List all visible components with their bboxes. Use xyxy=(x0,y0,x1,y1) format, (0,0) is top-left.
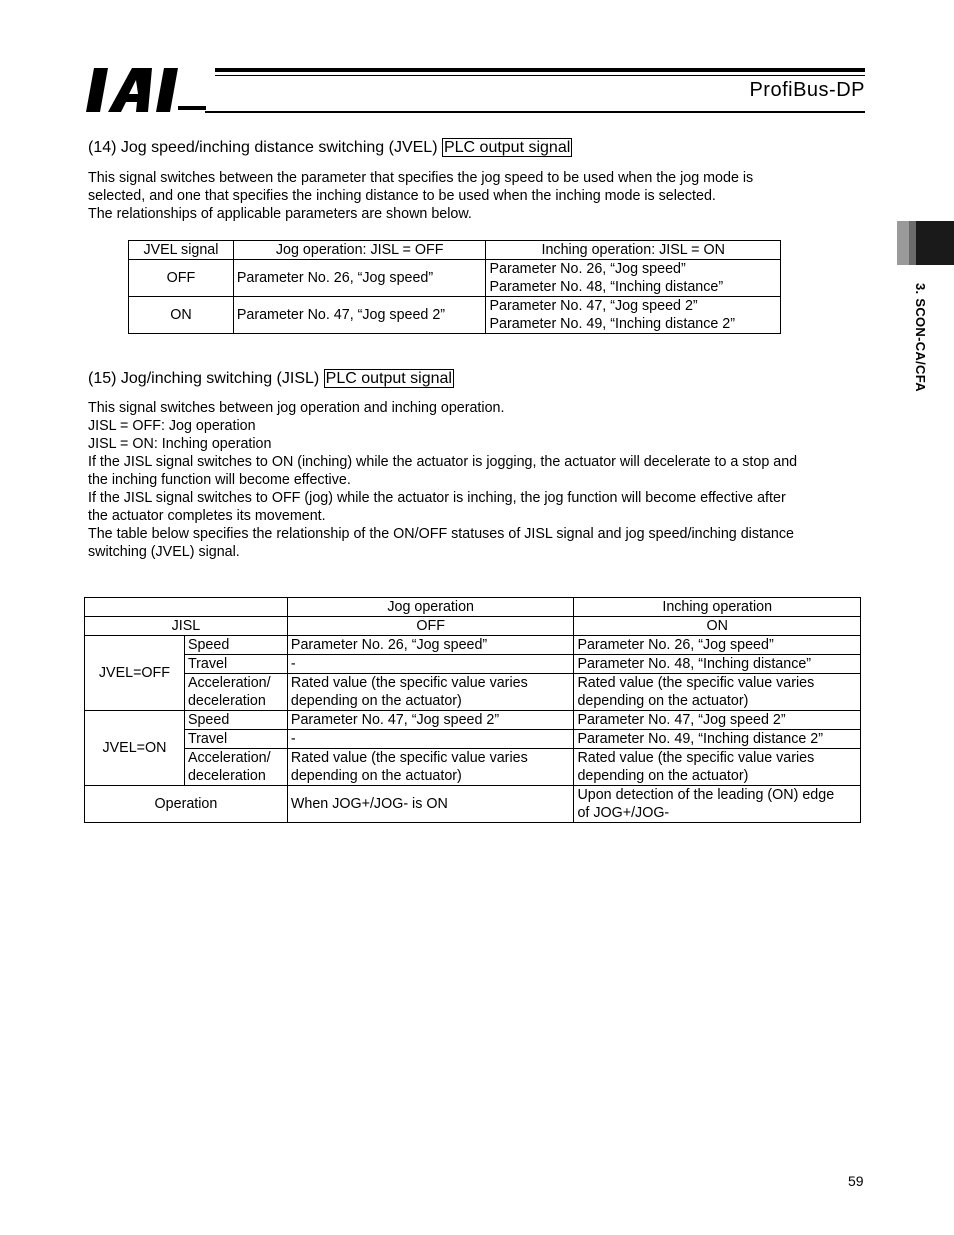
cell-line: Parameter No. 26, “Jog speed” xyxy=(489,261,686,277)
group-label-cell: JVEL=OFF xyxy=(85,636,185,711)
section-14-title: (14) Jog speed/inching distance switching (JVEL) xyxy=(88,139,438,156)
jisl-jvel-table xyxy=(84,597,861,823)
cell-line: Parameter No. 47, “Jog speed 2” xyxy=(489,298,698,314)
cell-line: depending on the actuator) xyxy=(577,768,749,784)
cell-line: Parameter No. 48, “Inching distance” xyxy=(489,279,724,295)
header-cell: Jog operation xyxy=(287,598,574,617)
jog-cell: - xyxy=(287,655,574,674)
paragraph-line: switching (JVEL) signal. xyxy=(88,544,240,560)
paragraph-line: the actuator completes its movement. xyxy=(88,508,326,524)
section-14-paragraph xyxy=(88,169,868,223)
group-label-cell: JVEL=ON xyxy=(85,711,185,786)
empty-corner-cell xyxy=(85,598,288,617)
inching-cell: Parameter No. 48, “Inching distance” xyxy=(574,655,861,674)
table-row xyxy=(129,260,781,297)
header-rule-thick xyxy=(215,68,865,72)
table-row xyxy=(85,617,861,636)
jog-cell: When JOG+/JOG- is ON xyxy=(287,786,574,823)
jog-cell xyxy=(287,749,574,786)
table-header-row xyxy=(129,241,781,260)
jisl-on-cell: ON xyxy=(574,617,861,636)
section-15-title: (15) Jog/inching switching (JISL) xyxy=(88,370,320,387)
cell-line: Rated value (the specific value varies xyxy=(577,750,815,766)
cell-line: depending on the actuator) xyxy=(577,693,749,709)
inching-cell xyxy=(574,749,861,786)
paragraph-line: JISL = OFF: Jog operation xyxy=(88,418,256,434)
cell-line: Acceleration/ xyxy=(187,750,271,766)
paragraph-line: This signal switches between the parameter that specifies the jog speed to be used when the jog mode is xyxy=(88,170,754,186)
paragraph-line: This signal switches between jog operation and inching operation. xyxy=(88,400,505,416)
section-15-signal-tag: PLC output signal xyxy=(325,370,452,387)
table-row xyxy=(85,749,861,786)
inching-cell xyxy=(574,674,861,711)
header-cell: JVEL signal xyxy=(129,241,234,260)
paragraph-line: If the JISL signal switches to OFF (jog) while the actuator is inching, the jog function will become effective after xyxy=(88,490,786,506)
chapter-tab xyxy=(897,221,954,265)
section-14-signal-tag: PLC output signal xyxy=(443,139,571,156)
inching-cell xyxy=(486,297,781,334)
cell-line: Parameter No. 49, “Inching distance 2” xyxy=(489,316,736,332)
jog-cell: Parameter No. 47, “Jog speed 2” xyxy=(233,297,486,334)
cell-line: Rated value (the specific value varies xyxy=(290,675,528,691)
iai-logo xyxy=(86,66,206,114)
jisl-off-cell: OFF xyxy=(287,617,574,636)
paragraph-line: The relationships of applicable parameters are shown below. xyxy=(88,206,472,222)
jvel-parameter-table xyxy=(128,240,781,334)
section-15-heading xyxy=(88,370,454,388)
cell-line: Acceleration/ xyxy=(187,675,271,691)
signal-cell: ON xyxy=(129,297,234,334)
operation-label-cell: Operation xyxy=(85,786,288,823)
item-cell xyxy=(184,749,287,786)
table-header-row xyxy=(85,598,861,617)
table-row xyxy=(129,297,781,334)
paragraph-line: The table below specifies the relationship of the ON/OFF statuses of JISL signal and jog speed/inching distance xyxy=(88,526,794,542)
jog-cell: Parameter No. 47, “Jog speed 2” xyxy=(287,711,574,730)
header-title: ProfiBus-DP xyxy=(749,79,865,101)
jog-cell: Parameter No. 26, “Jog speed” xyxy=(233,260,486,297)
paragraph-line: the inching function will become effective. xyxy=(88,472,351,488)
cell-line: deceleration xyxy=(187,693,266,709)
cell-line: depending on the actuator) xyxy=(290,693,462,709)
cell-line: depending on the actuator) xyxy=(290,768,462,784)
page-number: 59 xyxy=(848,1173,864,1189)
paragraph-line: If the JISL signal switches to ON (inching) while the actuator is jogging, the actuator will decelerate to a stop and xyxy=(88,454,798,470)
table-row xyxy=(85,711,861,730)
item-cell: Travel xyxy=(184,730,287,749)
signal-cell: OFF xyxy=(129,260,234,297)
cell-line: Upon detection of the leading (ON) edge xyxy=(577,787,835,803)
header-rule-thin xyxy=(215,75,865,76)
header-rule-bottom xyxy=(205,111,865,113)
header-cell: Inching operation xyxy=(574,598,861,617)
item-cell: Travel xyxy=(184,655,287,674)
section-14-heading xyxy=(88,139,572,157)
header-cell: Inching operation: JISL = ON xyxy=(486,241,781,260)
paragraph-line: selected, and one that specifies the inching distance to be used when the inching mode is selected. xyxy=(88,188,716,204)
cell-line: Rated value (the specific value varies xyxy=(290,750,528,766)
table-row xyxy=(85,730,861,749)
inching-cell xyxy=(574,786,861,823)
table-row xyxy=(85,636,861,655)
section-15-paragraph xyxy=(88,399,868,561)
inching-cell: Parameter No. 26, “Jog speed” xyxy=(574,636,861,655)
table-row xyxy=(85,655,861,674)
header-cell: Jog operation: JISL = OFF xyxy=(233,241,486,260)
jog-cell: - xyxy=(287,730,574,749)
jog-cell: Parameter No. 26, “Jog speed” xyxy=(287,636,574,655)
item-cell: Speed xyxy=(184,711,287,730)
chapter-tab-label: 3. SCON-CA/CFA xyxy=(913,283,928,392)
table-row xyxy=(85,674,861,711)
jog-cell xyxy=(287,674,574,711)
inching-cell xyxy=(486,260,781,297)
table-row xyxy=(85,786,861,823)
inching-cell: Parameter No. 49, “Inching distance 2” xyxy=(574,730,861,749)
cell-line: deceleration xyxy=(187,768,266,784)
paragraph-line: JISL = ON: Inching operation xyxy=(88,436,272,452)
inching-cell: Parameter No. 47, “Jog speed 2” xyxy=(574,711,861,730)
jisl-label-cell: JISL xyxy=(85,617,288,636)
cell-line: of JOG+/JOG- xyxy=(577,805,670,821)
cell-line: Rated value (the specific value varies xyxy=(577,675,815,691)
item-cell: Speed xyxy=(184,636,287,655)
iai-logo-graphic xyxy=(86,66,206,114)
item-cell xyxy=(184,674,287,711)
